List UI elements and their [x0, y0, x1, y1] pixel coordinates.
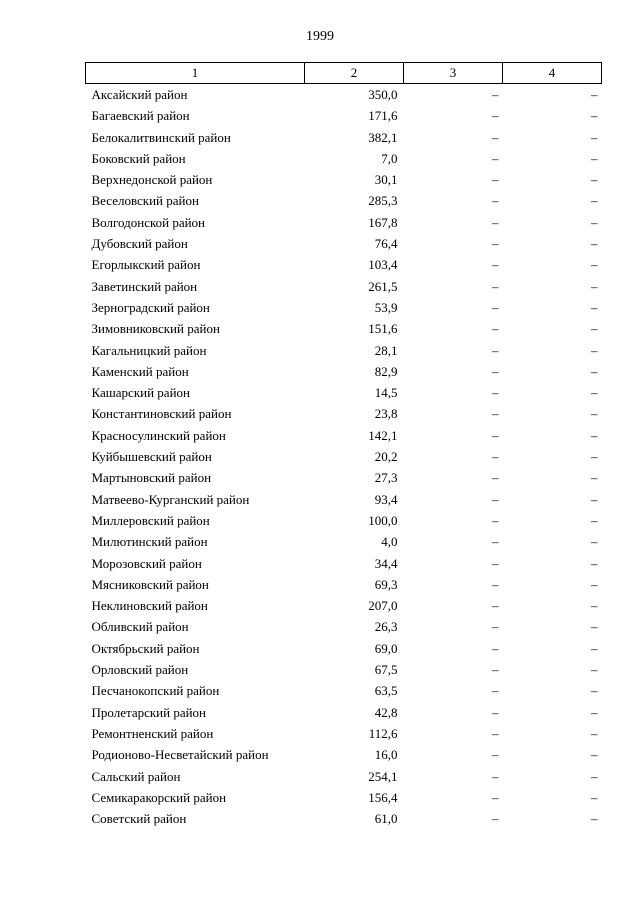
table-row [86, 766, 602, 787]
column-4-value: – [591, 427, 598, 443]
district-name: Орловский район [91, 662, 189, 678]
column-header-1: 1 [86, 63, 305, 84]
column-3-value: – [492, 108, 499, 124]
table-body [86, 84, 602, 830]
district-name: Кашарский район [91, 385, 190, 401]
column-3-value: – [492, 640, 499, 656]
district-value: 285,3 [368, 193, 398, 209]
district-table [85, 62, 602, 829]
table-row [86, 553, 602, 574]
column-3-value: – [492, 257, 499, 273]
column-3-value: – [492, 449, 499, 465]
column-3-value: – [492, 512, 499, 528]
table-row [86, 446, 602, 467]
district-name: Багаевский район [91, 108, 190, 124]
table-row [86, 318, 602, 339]
table-row [86, 425, 602, 446]
district-name: Аксайский район [91, 87, 188, 102]
district-value: 93,4 [374, 491, 398, 507]
column-4-value: – [591, 598, 598, 614]
district-name: Сальский район [91, 768, 181, 784]
table-row [86, 638, 602, 659]
column-4-value: – [591, 150, 598, 166]
column-3-value: – [492, 704, 499, 720]
column-4-value: – [591, 87, 598, 102]
column-4-value: – [591, 449, 598, 465]
table-row [86, 212, 602, 233]
district-value: 63,5 [374, 683, 398, 699]
district-name: Заветинский район [91, 278, 198, 294]
district-value: 382,1 [368, 129, 398, 145]
table-row [86, 84, 602, 106]
table-row [86, 723, 602, 744]
column-4-value: – [591, 470, 598, 486]
table-row [86, 340, 602, 361]
district-name: Константиновский район [91, 406, 232, 422]
column-4-value: – [591, 683, 598, 699]
district-value: 76,4 [374, 236, 398, 252]
district-value: 261,5 [368, 278, 398, 294]
column-3-value: – [492, 299, 499, 315]
district-value: 27,3 [374, 470, 398, 486]
district-name: Боковский район [91, 150, 186, 166]
column-4-value: – [591, 747, 598, 763]
table-row [86, 276, 602, 297]
column-4-value: – [591, 299, 598, 315]
column-4-value: – [591, 172, 598, 188]
district-name: Неклиновский район [91, 598, 208, 614]
column-3-value: – [492, 342, 499, 358]
column-4-value: – [591, 363, 598, 379]
district-value: 207,0 [368, 598, 398, 614]
table-row [86, 531, 602, 552]
column-3-value: – [492, 278, 499, 294]
column-4-value: – [591, 811, 598, 827]
district-name: Родионово-Несветайский район [91, 747, 269, 763]
district-name: Пролетарский район [91, 704, 207, 720]
district-name: Зерноградский район [91, 299, 210, 315]
district-value: 4,0 [381, 534, 398, 550]
table-header [86, 63, 602, 84]
column-4-value: – [591, 662, 598, 678]
column-4-value: – [591, 512, 598, 528]
table-row [86, 489, 602, 510]
column-3-value: – [492, 87, 499, 102]
district-name: Белокалитвинский район [91, 129, 231, 145]
district-name: Каменский район [91, 363, 189, 379]
column-4-value: – [591, 129, 598, 145]
district-name: Куйбышевский район [91, 449, 212, 465]
page-number: 1999 [306, 29, 334, 44]
district-name: Песчанокопский район [91, 683, 220, 699]
table-row [86, 361, 602, 382]
district-value: 67,5 [374, 662, 398, 678]
column-header-2: 2 [305, 63, 404, 84]
district-name: Зимовниковский район [91, 321, 220, 337]
district-name: Верхнедонской район [91, 172, 213, 188]
column-4-value: – [591, 555, 598, 571]
district-value: 23,8 [374, 406, 398, 422]
table-row [86, 595, 602, 616]
district-value: 103,4 [368, 257, 398, 273]
district-name: Дубовский район [91, 236, 188, 252]
district-value: 53,9 [374, 299, 398, 315]
header-row [86, 63, 602, 84]
column-3-value: – [492, 683, 499, 699]
column-header-4: 4 [503, 63, 602, 84]
column-4-value: – [591, 385, 598, 401]
column-3-value: – [492, 662, 499, 678]
column-3-value: – [492, 321, 499, 337]
column-3-value: – [492, 789, 499, 805]
column-4-value: – [591, 193, 598, 209]
column-3-value: – [492, 598, 499, 614]
table-row [86, 254, 602, 275]
column-3-value: – [492, 725, 499, 741]
column-3-value: – [492, 129, 499, 145]
district-name: Кагальницкий район [91, 342, 207, 358]
column-3-value: – [492, 427, 499, 443]
district-name: Волгодонской район [91, 214, 206, 230]
district-value: 112,6 [368, 725, 398, 741]
column-4-value: – [591, 534, 598, 550]
table-row [86, 467, 602, 488]
column-3-value: – [492, 768, 499, 784]
column-3-value: – [492, 385, 499, 401]
column-4-value: – [591, 278, 598, 294]
district-value: 16,0 [374, 747, 398, 763]
table-row [86, 787, 602, 808]
district-name: Морозовский район [91, 555, 202, 571]
district-value: 61,0 [374, 811, 398, 827]
district-name: Милютинский район [91, 534, 208, 550]
table-row [86, 127, 602, 148]
table-row [86, 190, 602, 211]
table-row [86, 403, 602, 424]
district-value: 20,2 [374, 449, 398, 465]
column-4-value: – [591, 704, 598, 720]
table-row [86, 382, 602, 403]
district-value: 151,6 [368, 321, 398, 337]
district-value: 30,1 [374, 172, 398, 188]
column-3-value: – [492, 534, 499, 550]
district-name: Матвеево-Курганский район [91, 491, 250, 507]
district-value: 350,0 [368, 87, 398, 102]
district-value: 69,0 [374, 640, 398, 656]
table-row [86, 702, 602, 723]
column-4-value: – [591, 789, 598, 805]
table-row [86, 744, 602, 765]
column-3-value: – [492, 619, 499, 635]
table-row [86, 169, 602, 190]
column-3-value: – [492, 172, 499, 188]
district-name: Веселовский район [91, 193, 199, 209]
table-row [86, 808, 602, 829]
table-row [86, 574, 602, 595]
column-4-value: – [591, 619, 598, 635]
column-3-value: – [492, 406, 499, 422]
column-3-value: – [492, 150, 499, 166]
column-3-value: – [492, 193, 499, 209]
district-name: Красносулинский район [91, 427, 226, 443]
district-value: 100,0 [368, 512, 398, 528]
district-value: 254,1 [368, 768, 398, 784]
column-4-value: – [591, 108, 598, 124]
district-name: Миллеровский район [91, 512, 210, 528]
table-row [86, 105, 602, 126]
district-name: Семикаракорский район [91, 789, 227, 805]
column-3-value: – [492, 470, 499, 486]
column-3-value: – [492, 236, 499, 252]
district-value: 167,8 [368, 214, 398, 230]
table-row [86, 680, 602, 701]
column-header-3: 3 [404, 63, 503, 84]
column-3-value: – [492, 576, 499, 592]
table-row [86, 510, 602, 531]
district-name: Октябрьский район [91, 640, 200, 656]
column-3-value: – [492, 555, 499, 571]
district-value: 34,4 [374, 555, 398, 571]
column-4-value: – [591, 342, 598, 358]
district-name: Обливский район [91, 619, 189, 635]
table-row [86, 659, 602, 680]
column-3-value: – [492, 214, 499, 230]
column-4-value: – [591, 214, 598, 230]
column-4-value: – [591, 236, 598, 252]
column-3-value: – [492, 747, 499, 763]
district-value: 28,1 [374, 342, 398, 358]
column-4-value: – [591, 406, 598, 422]
column-4-value: – [591, 321, 598, 337]
column-4-value: – [591, 576, 598, 592]
district-name: Ремонтненский район [91, 725, 214, 741]
district-name: Советский район [91, 811, 187, 827]
table-row [86, 297, 602, 318]
column-4-value: – [591, 491, 598, 507]
district-value: 26,3 [374, 619, 398, 635]
table-row [86, 148, 602, 169]
column-4-value: – [591, 640, 598, 656]
district-value: 171,6 [368, 108, 398, 124]
district-name: Егорлыкский район [91, 257, 201, 273]
column-4-value: – [591, 768, 598, 784]
district-value: 42,8 [374, 704, 398, 720]
table-row [86, 233, 602, 254]
district-value: 69,3 [374, 576, 398, 592]
column-3-value: – [492, 811, 499, 827]
district-value: 7,0 [381, 150, 398, 166]
district-value: 142,1 [368, 427, 398, 443]
district-value: 82,9 [374, 363, 398, 379]
column-4-value: – [591, 257, 598, 273]
table-row [86, 616, 602, 637]
district-value: 14,5 [374, 385, 398, 401]
column-3-value: – [492, 491, 499, 507]
district-value: 156,4 [368, 789, 398, 805]
column-3-value: – [492, 363, 499, 379]
column-4-value: – [591, 725, 598, 741]
district-name: Мясниковский район [91, 576, 209, 592]
district-name: Мартыновский район [91, 470, 212, 486]
